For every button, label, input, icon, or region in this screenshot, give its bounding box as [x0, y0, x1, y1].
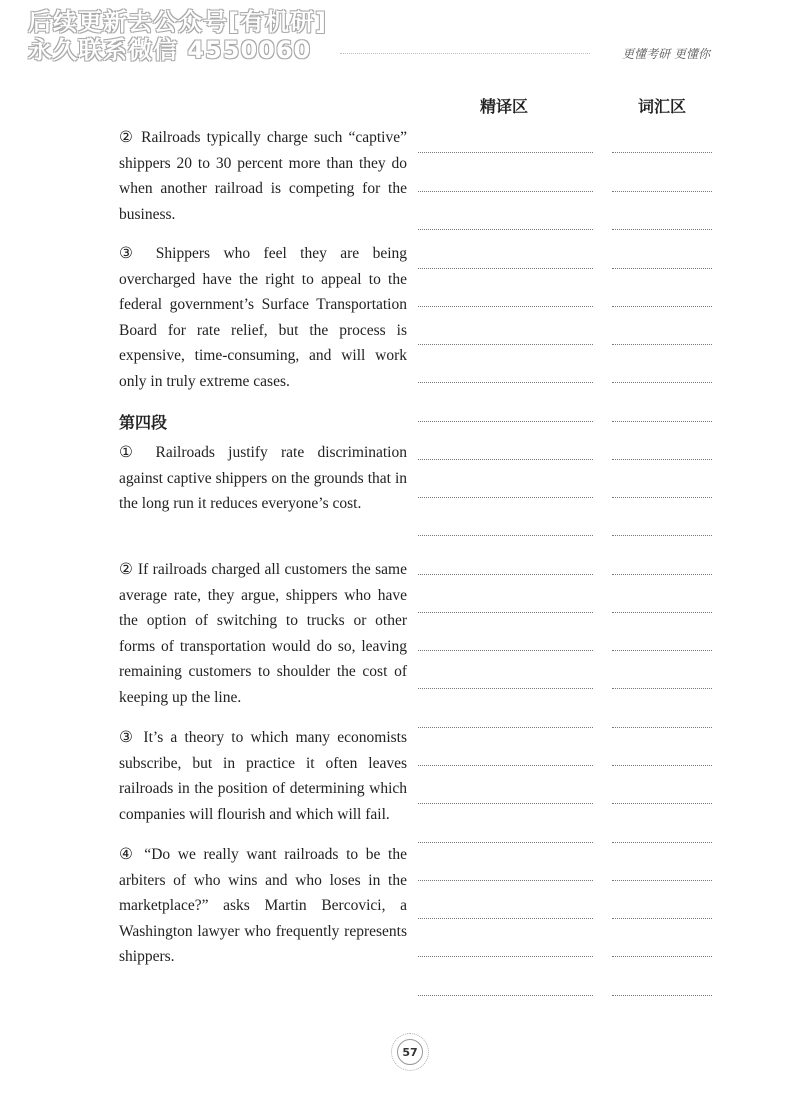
vocabulary-writing-line [612, 995, 712, 996]
vocabulary-writing-line [612, 229, 712, 230]
watermark [28, 8, 327, 64]
vocabulary-writing-line [612, 688, 712, 689]
translation-writing-line [418, 574, 593, 575]
paragraph: ③ It’s a theory to which many economists subscribe, but in practice it often leaves railroads in the position of determining which companies will flourish and which will fail. [119, 729, 407, 823]
vocabulary-writing-line [612, 650, 712, 651]
header-tagline: 更懂考研 更懂你 [622, 47, 710, 61]
translation-writing-line [418, 535, 593, 536]
vocabulary-column-heading: 词汇区 [638, 97, 687, 116]
vocabulary-writing-line [612, 803, 712, 804]
vocabulary-writing-line [612, 152, 712, 153]
vocabulary-writing-line [612, 612, 712, 613]
translation-writing-line [418, 995, 593, 996]
vocabulary-writing-line [612, 382, 712, 383]
vocabulary-writing-line [612, 344, 712, 345]
vocabulary-writing-line [612, 727, 712, 728]
paragraph: ② Railroads typically charge such “captive” shippers 20 to 30 percent more than they do when another railroad is competing for the business. [119, 129, 407, 223]
translation-writing-line [418, 152, 593, 153]
translation-writing-line [418, 956, 593, 957]
translation-writing-line [418, 880, 593, 881]
vocabulary-writing-line [612, 956, 712, 957]
paragraph: ① Railroads justify rate discrimination against captive shippers on the grounds that in the long run it reduces everyone’s cost. [119, 444, 407, 512]
vocabulary-writing-line [612, 574, 712, 575]
vocabulary-writing-line [612, 918, 712, 919]
translation-writing-line [418, 344, 593, 345]
translation-writing-line [418, 268, 593, 269]
translation-writing-line [418, 497, 593, 498]
vocabulary-writing-line [612, 535, 712, 536]
vocabulary-writing-line [612, 765, 712, 766]
watermark-line-2: 永久联系微信 4550060 [28, 36, 312, 64]
paragraph: ④ “Do we really want railroads to be the arbiters of who wins and who loses in the marketplace?” asks Martin Bercovici, a Washington lawyer who frequently represents shippers. [119, 846, 407, 965]
translation-writing-line [418, 727, 593, 728]
paragraph: ② If railroads charged all customers the same average rate, they argue, shippers who have the option of switching to trucks or other forms of transportation would do so, leaving remaining customers to shoulder the cost of keeping up the line. [119, 561, 407, 706]
vocabulary-writing-line [612, 268, 712, 269]
translation-writing-line [418, 918, 593, 919]
translation-writing-line [418, 229, 593, 230]
translation-writing-line [418, 688, 593, 689]
vocabulary-writing-line [612, 497, 712, 498]
vocabulary-writing-line [612, 306, 712, 307]
page-number: 57 [397, 1039, 423, 1065]
vocabulary-writing-line [612, 842, 712, 843]
vocabulary-writing-line [612, 421, 712, 422]
translation-writing-line [418, 765, 593, 766]
vocabulary-writing-line [612, 459, 712, 460]
vocabulary-writing-line [612, 191, 712, 192]
translation-writing-line [418, 842, 593, 843]
translation-writing-line [418, 459, 593, 460]
translation-writing-line [418, 191, 593, 192]
translation-writing-line [418, 382, 593, 383]
translation-writing-line [418, 612, 593, 613]
translation-writing-line [418, 306, 593, 307]
translation-writing-line [418, 650, 593, 651]
header-divider [340, 53, 590, 54]
watermark-line-1: 后续更新去公众号[有机研] [28, 8, 327, 36]
translation-column-heading: 精译区 [480, 97, 529, 116]
translation-writing-line [418, 421, 593, 422]
translation-writing-line [418, 803, 593, 804]
section-heading: 第四段 [119, 413, 168, 432]
vocabulary-writing-line [612, 880, 712, 881]
paragraph: ③ Shippers who feel they are being overcharged have the right to appeal to the federal government’s Surface Transportation Board for rate relief, but the process is expensive, time-consuming, and will work only in truly extreme cases. [119, 245, 407, 390]
